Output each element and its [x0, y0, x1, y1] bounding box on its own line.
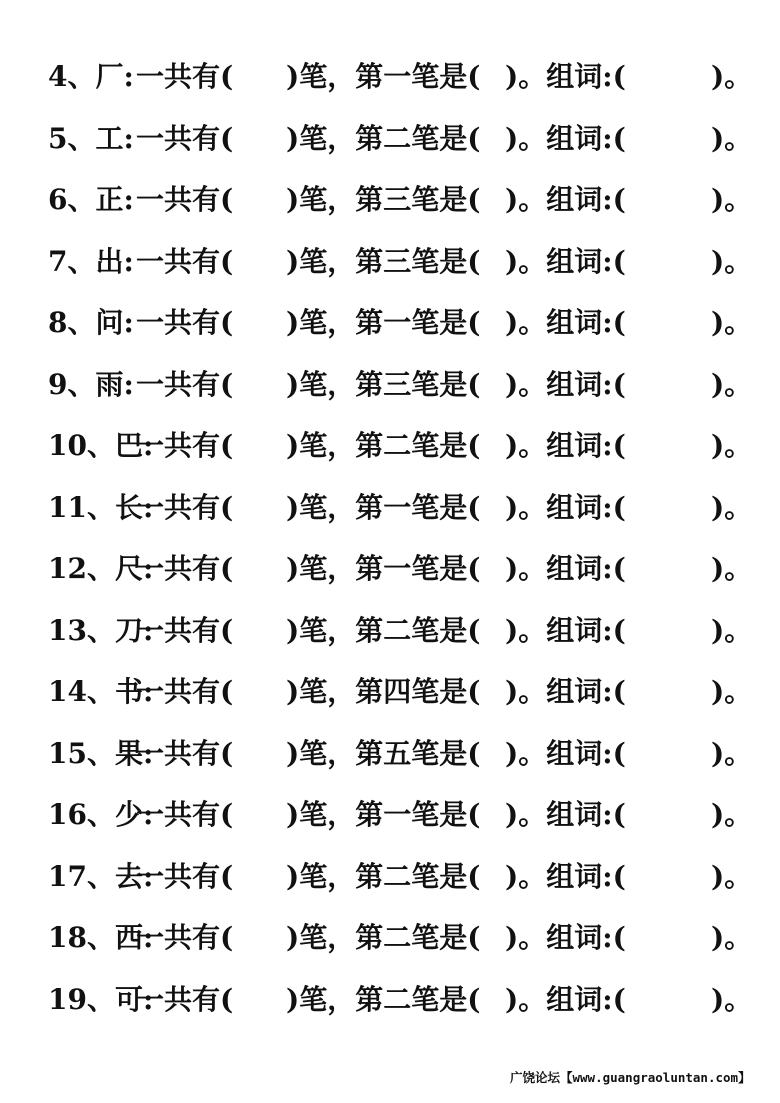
stroke-count-prompt: 一共有( — [136, 982, 234, 1016]
question-row-7 — [0, 231, 780, 293]
word-building-prompt: )。组词:( — [505, 859, 626, 893]
question-label: 4、厂: — [48, 60, 134, 93]
stroke-count-prompt: 一共有( — [136, 183, 234, 216]
question-row-4 — [0, 46, 780, 108]
word-building-prompt: )。组词:( — [505, 429, 626, 462]
stroke-order-prompt: )笔，第三笔是( — [286, 183, 481, 216]
stroke-count-prompt: 一共有( — [136, 244, 234, 278]
closing-bracket: )。 — [711, 675, 753, 708]
word-building-prompt: )。组词:( — [505, 183, 626, 216]
question-row-18 — [0, 907, 780, 969]
question-row-8 — [0, 292, 780, 354]
stroke-count-prompt: 一共有( — [136, 60, 234, 93]
word-building-prompt: )。组词:( — [505, 367, 626, 401]
word-building-prompt: )。组词:( — [505, 675, 626, 708]
stroke-order-prompt: )笔，第三笔是( — [286, 244, 481, 278]
stroke-order-prompt: )笔，第一笔是( — [286, 490, 481, 524]
stroke-count-prompt: 一共有( — [136, 490, 234, 524]
word-building-prompt: )。组词:( — [505, 244, 626, 278]
question-label: 10、巴: — [48, 429, 154, 462]
stroke-order-prompt: )笔，第一笔是( — [286, 798, 481, 831]
closing-bracket: )。 — [711, 429, 753, 462]
stroke-count-prompt: 一共有( — [136, 429, 234, 462]
closing-bracket: )。 — [711, 121, 753, 155]
closing-bracket: )。 — [711, 244, 753, 278]
stroke-order-prompt: )笔，第一笔是( — [286, 552, 481, 585]
question-label: 17、去: — [48, 859, 154, 893]
stroke-count-prompt: 一共有( — [136, 306, 234, 339]
stroke-order-prompt: )笔，第二笔是( — [286, 121, 481, 155]
closing-bracket: )。 — [711, 798, 753, 831]
closing-bracket: )。 — [711, 982, 753, 1016]
question-row-6 — [0, 169, 780, 231]
word-building-prompt: )。组词:( — [505, 798, 626, 831]
closing-bracket: )。 — [711, 367, 753, 401]
stroke-count-prompt: 一共有( — [136, 859, 234, 893]
word-building-prompt: )。组词:( — [505, 60, 626, 93]
question-row-12 — [0, 538, 780, 600]
question-label: 7、出: — [48, 244, 134, 278]
word-building-prompt: )。组词:( — [505, 921, 626, 954]
stroke-count-prompt: 一共有( — [136, 675, 234, 708]
question-row-10 — [0, 415, 780, 477]
stroke-order-prompt: )笔，第三笔是( — [286, 367, 481, 401]
question-row-14 — [0, 661, 780, 723]
word-building-prompt: )。组词:( — [505, 736, 626, 770]
question-row-11 — [0, 477, 780, 539]
question-row-19 — [0, 969, 780, 1031]
stroke-order-prompt: )笔，第二笔是( — [286, 613, 481, 647]
closing-bracket: )。 — [711, 921, 753, 954]
question-label: 18、西: — [48, 921, 154, 954]
closing-bracket: )。 — [711, 306, 753, 339]
stroke-count-prompt: 一共有( — [136, 613, 234, 647]
closing-bracket: )。 — [711, 736, 753, 770]
stroke-count-prompt: 一共有( — [136, 921, 234, 954]
question-row-5 — [0, 108, 780, 170]
question-label: 16、少: — [48, 798, 154, 831]
stroke-order-prompt: )笔，第二笔是( — [286, 982, 481, 1016]
stroke-count-prompt: 一共有( — [136, 121, 234, 155]
question-label: 15、果: — [48, 736, 154, 770]
word-building-prompt: )。组词:( — [505, 306, 626, 339]
question-label: 13、刀: — [48, 613, 154, 647]
closing-bracket: )。 — [711, 613, 753, 647]
question-label: 11、长: — [48, 490, 154, 524]
question-row-9 — [0, 354, 780, 416]
word-building-prompt: )。组词:( — [505, 982, 626, 1016]
stroke-order-prompt: )笔，第一笔是( — [286, 60, 481, 93]
word-building-prompt: )。组词:( — [505, 490, 626, 524]
word-building-prompt: )。组词:( — [505, 121, 626, 155]
closing-bracket: )。 — [711, 552, 753, 585]
question-row-16 — [0, 784, 780, 846]
stroke-count-prompt: 一共有( — [136, 736, 234, 770]
question-label: 5、工: — [48, 121, 134, 155]
word-building-prompt: )。组词:( — [505, 552, 626, 585]
question-label: 9、雨: — [48, 367, 134, 401]
question-row-15 — [0, 723, 780, 785]
stroke-order-prompt: )笔，第一笔是( — [286, 306, 481, 339]
stroke-order-prompt: )笔，第二笔是( — [286, 859, 481, 893]
stroke-order-prompt: )笔，第二笔是( — [286, 429, 481, 462]
stroke-count-prompt: 一共有( — [136, 552, 234, 585]
question-label: 19、可: — [48, 982, 154, 1016]
question-label: 12、尺: — [48, 552, 154, 585]
stroke-count-prompt: 一共有( — [136, 367, 234, 401]
word-building-prompt: )。组词:( — [505, 613, 626, 647]
question-row-13 — [0, 600, 780, 662]
closing-bracket: )。 — [711, 60, 753, 93]
question-label: 8、问: — [48, 306, 134, 339]
question-label: 6、正: — [48, 183, 134, 216]
stroke-count-prompt: 一共有( — [136, 798, 234, 831]
stroke-order-prompt: )笔，第五笔是( — [286, 736, 481, 770]
stroke-order-prompt: )笔，第四笔是( — [286, 675, 481, 708]
closing-bracket: )。 — [711, 183, 753, 216]
question-row-17 — [0, 846, 780, 908]
closing-bracket: )。 — [711, 859, 753, 893]
question-label: 14、书: — [48, 675, 154, 708]
source-footer: 广饶论坛【www.guangraoluntan.com】 — [510, 1070, 751, 1085]
closing-bracket: )。 — [711, 490, 753, 524]
stroke-order-prompt: )笔，第二笔是( — [286, 921, 481, 954]
worksheet — [0, 46, 780, 1030]
